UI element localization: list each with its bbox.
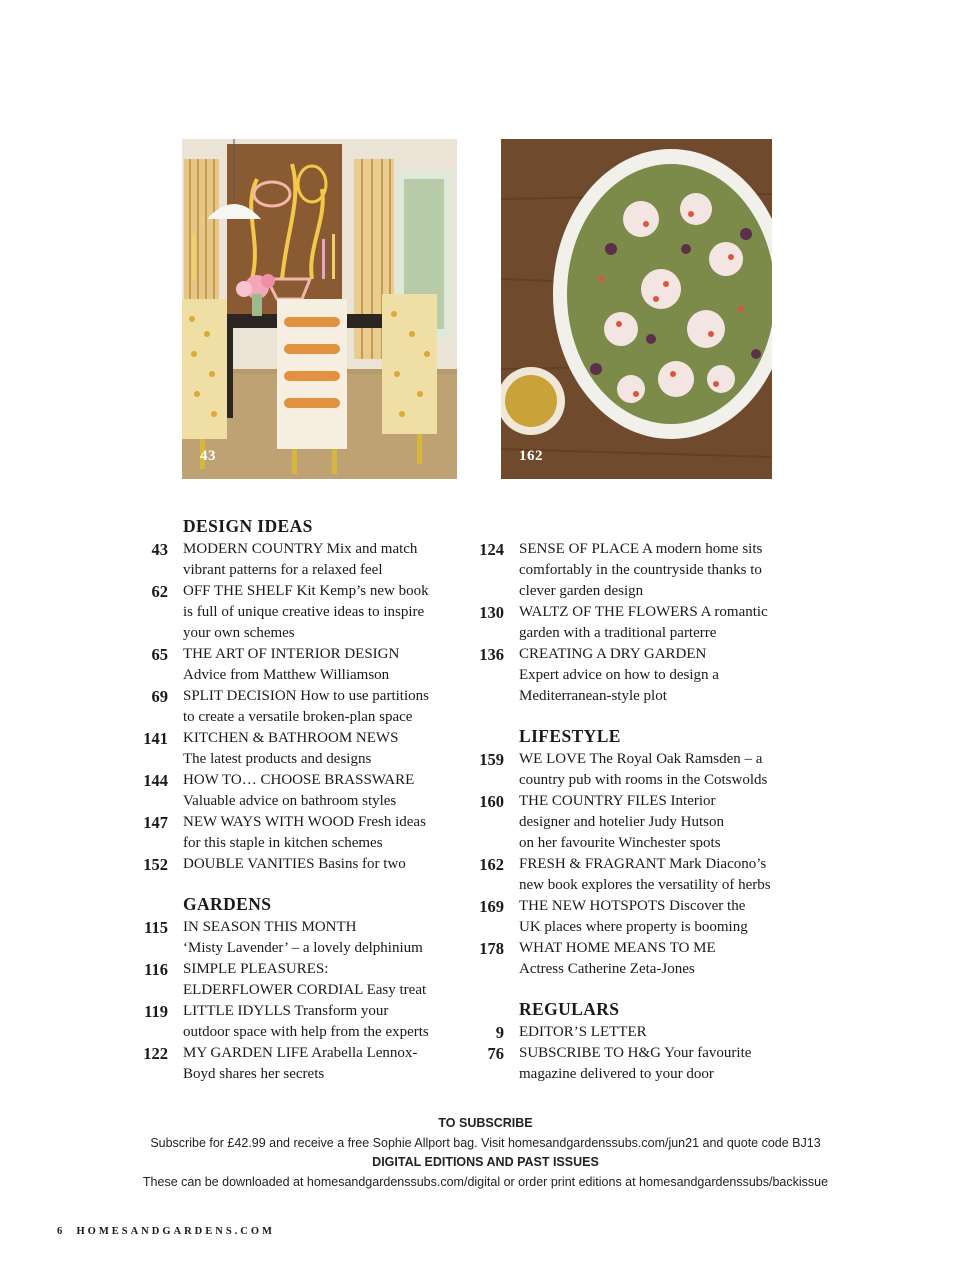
entry-line: your own schemes (183, 625, 295, 641)
entry-line: garden with a traditional parterre (519, 625, 717, 641)
digital-editions-heading: DIGITAL EDITIONS AND PAST ISSUES (372, 1155, 599, 1169)
entry-line: THE NEW HOTSPOTS Discover the (519, 898, 746, 914)
entry-line: ELDERFLOWER CORDIAL Easy treat (183, 982, 427, 998)
contents-entry (130, 686, 460, 728)
page-number: 69 (151, 687, 168, 706)
entry-description (183, 728, 448, 770)
contents-entry (466, 1043, 796, 1085)
entry-description (183, 686, 448, 728)
entry-line: vibrant patterns for a relaxed feel (183, 562, 383, 578)
entry-description (183, 854, 448, 875)
entry-line: MODERN COUNTRY Mix and match (183, 541, 418, 557)
section-title-gardens: GARDENS (183, 894, 272, 914)
subscribe-text: Subscribe for £42.99 and receive a free Sophie Allport bag. Visit homesandgardenssubs.com/jun21 and quote code BJ13 (150, 1136, 821, 1150)
page-footer (57, 1226, 275, 1237)
entry-line: Expert advice on how to design a (519, 667, 719, 683)
page-number: 169 (479, 897, 504, 916)
contents-entry (466, 644, 796, 707)
page-number: 159 (479, 750, 504, 769)
contents-entry (466, 791, 796, 854)
page-number: 152 (143, 855, 168, 874)
contents-entry (466, 749, 796, 791)
page-number: 144 (143, 771, 168, 790)
footer-website: HOMESANDGARDENS.COM (76, 1226, 275, 1237)
entry-description (519, 854, 784, 896)
entry-description (519, 602, 784, 644)
photo-page-number: 43 (200, 448, 216, 464)
entry-description (519, 1043, 784, 1085)
entry-line: magazine delivered to your door (519, 1066, 714, 1082)
entry-line: THE ART OF INTERIOR DESIGN (183, 646, 400, 662)
contents-entry (466, 539, 796, 602)
contents-entry (130, 812, 460, 854)
page-number: 162 (479, 855, 504, 874)
entry-line: WALTZ OF THE FLOWERS A romantic (519, 604, 768, 620)
entry-line: EDITOR’S LETTER (519, 1024, 647, 1040)
entry-line: SUBSCRIBE TO H&G Your favourite (519, 1045, 752, 1061)
entry-description (183, 770, 448, 812)
page-number: 43 (151, 540, 168, 559)
photo-page-number: 162 (519, 448, 543, 464)
contents-entry (130, 959, 460, 1001)
contents-entry (466, 896, 796, 938)
subscribe-heading: TO SUBSCRIBE (438, 1116, 533, 1130)
section-title-lifestyle: LIFESTYLE (519, 726, 621, 746)
entry-line: Mediterranean-style plot (519, 688, 667, 704)
entry-line: IN SEASON THIS MONTH (183, 919, 357, 935)
contents-entry (130, 644, 460, 686)
contents-entry (466, 938, 796, 980)
entry-line: clever garden design (519, 583, 644, 599)
entry-line: The latest products and designs (183, 751, 372, 767)
entry-line: WHAT HOME MEANS TO ME (519, 940, 716, 956)
folio-number: 6 (57, 1226, 66, 1237)
regulars-list (466, 1022, 796, 1085)
entry-line: for this staple in kitchen schemes (183, 835, 383, 851)
digital-editions-text: These can be downloaded at homesandgardenssubs.com/digital or order print editions at homesandgardenssubs/backissue (142, 1175, 829, 1189)
page-number: 124 (479, 540, 504, 559)
entry-description (183, 581, 448, 644)
entry-line: country pub with rooms in the Cotswolds (519, 772, 768, 788)
entry-description (519, 749, 784, 791)
contents-entry (130, 581, 460, 644)
page-number: 147 (143, 813, 168, 832)
contents-entry (130, 1043, 460, 1085)
page-number: 141 (143, 729, 168, 748)
entry-line: SPLIT DECISION How to use partitions (183, 688, 429, 704)
entry-line: DOUBLE VANITIES Basins for two (183, 856, 406, 872)
page-number: 160 (479, 792, 504, 811)
entry-description (183, 917, 448, 959)
entry-line: SIMPLE PLEASURES: (183, 961, 329, 977)
entry-description (183, 812, 448, 854)
entry-line: Valuable advice on bathroom styles (183, 793, 397, 809)
entry-line: KITCHEN & BATHROOM NEWS (183, 730, 399, 746)
page-number: 62 (151, 582, 168, 601)
salad-illustration (501, 139, 772, 479)
page-number: 115 (144, 918, 168, 937)
dining-room-photo (182, 139, 457, 479)
page-number: 122 (143, 1044, 168, 1063)
entry-line: comfortably in the countryside thanks to (519, 562, 762, 578)
dining-room-illustration (182, 139, 457, 479)
entry-line: WE LOVE The Royal Oak Ramsden – a (519, 751, 763, 767)
contents-entry (130, 539, 460, 581)
design-ideas-list (130, 539, 460, 875)
entry-description (183, 959, 448, 1001)
entry-description (183, 644, 448, 686)
subscribe-info (0, 1114, 971, 1192)
entry-description (183, 539, 448, 581)
entry-line: NEW WAYS WITH WOOD Fresh ideas (183, 814, 426, 830)
entry-line: to create a versatile broken-plan space (183, 709, 413, 725)
entry-line: MY GARDEN LIFE Arabella Lennox- (183, 1045, 418, 1061)
contents-entry (130, 728, 460, 770)
entry-description (519, 644, 784, 707)
entry-line: HOW TO… CHOOSE BRASSWARE (183, 772, 415, 788)
contents-entry (466, 854, 796, 896)
salad-photo (501, 139, 772, 479)
section-title-design-ideas: DESIGN IDEAS (183, 516, 313, 536)
contents-right-column (466, 539, 796, 1085)
entry-line: THE COUNTRY FILES Interior (519, 793, 716, 809)
entry-line: ‘Misty Lavender’ – a lovely delphinium (183, 940, 423, 956)
entry-line: designer and hotelier Judy Hutson (519, 814, 724, 830)
page-number: 130 (479, 603, 504, 622)
contents-entry (130, 854, 460, 875)
section-title-regulars: REGULARS (519, 999, 620, 1019)
entry-description (183, 1043, 448, 1085)
gardens-continued-list (466, 539, 796, 707)
contents-entry (466, 602, 796, 644)
page-number: 9 (495, 1023, 504, 1042)
entry-description (519, 896, 784, 938)
contents-left-column (130, 513, 460, 1085)
contents-entry (130, 1001, 460, 1043)
entry-description (183, 1001, 448, 1043)
entry-line: SENSE OF PLACE A modern home sits (519, 541, 763, 557)
contents-entry (130, 770, 460, 812)
entry-line: on her favourite Winchester spots (519, 835, 721, 851)
page-number: 76 (487, 1044, 504, 1063)
gardens-list (130, 917, 460, 1085)
entry-line: LITTLE IDYLLS Transform your (183, 1003, 389, 1019)
entry-line: OFF THE SHELF Kit Kemp’s new book (183, 583, 429, 599)
entry-description (519, 791, 784, 854)
page-number: 178 (479, 939, 504, 958)
entry-description (519, 938, 784, 980)
entry-description (519, 1022, 784, 1043)
page-number: 65 (151, 645, 168, 664)
entry-line: Boyd shares her secrets (183, 1066, 325, 1082)
entry-line: Advice from Matthew Williamson (183, 667, 390, 683)
page-number: 116 (144, 960, 168, 979)
entry-line: new book explores the versatility of herbs (519, 877, 771, 893)
contents-entry (466, 1022, 796, 1043)
contents-entry (130, 917, 460, 959)
entry-line: outdoor space with help from the experts (183, 1024, 429, 1040)
entry-description (519, 539, 784, 602)
entry-line: Actress Catherine Zeta-Jones (519, 961, 695, 977)
entry-line: FRESH & FRAGRANT Mark Diacono’s (519, 856, 767, 872)
entry-line: UK places where property is booming (519, 919, 748, 935)
page-number: 136 (479, 645, 504, 664)
entry-line: CREATING A DRY GARDEN (519, 646, 707, 662)
entry-line: is full of unique creative ideas to inspire (183, 604, 425, 620)
lifestyle-list (466, 749, 796, 980)
page-number: 119 (144, 1002, 168, 1021)
